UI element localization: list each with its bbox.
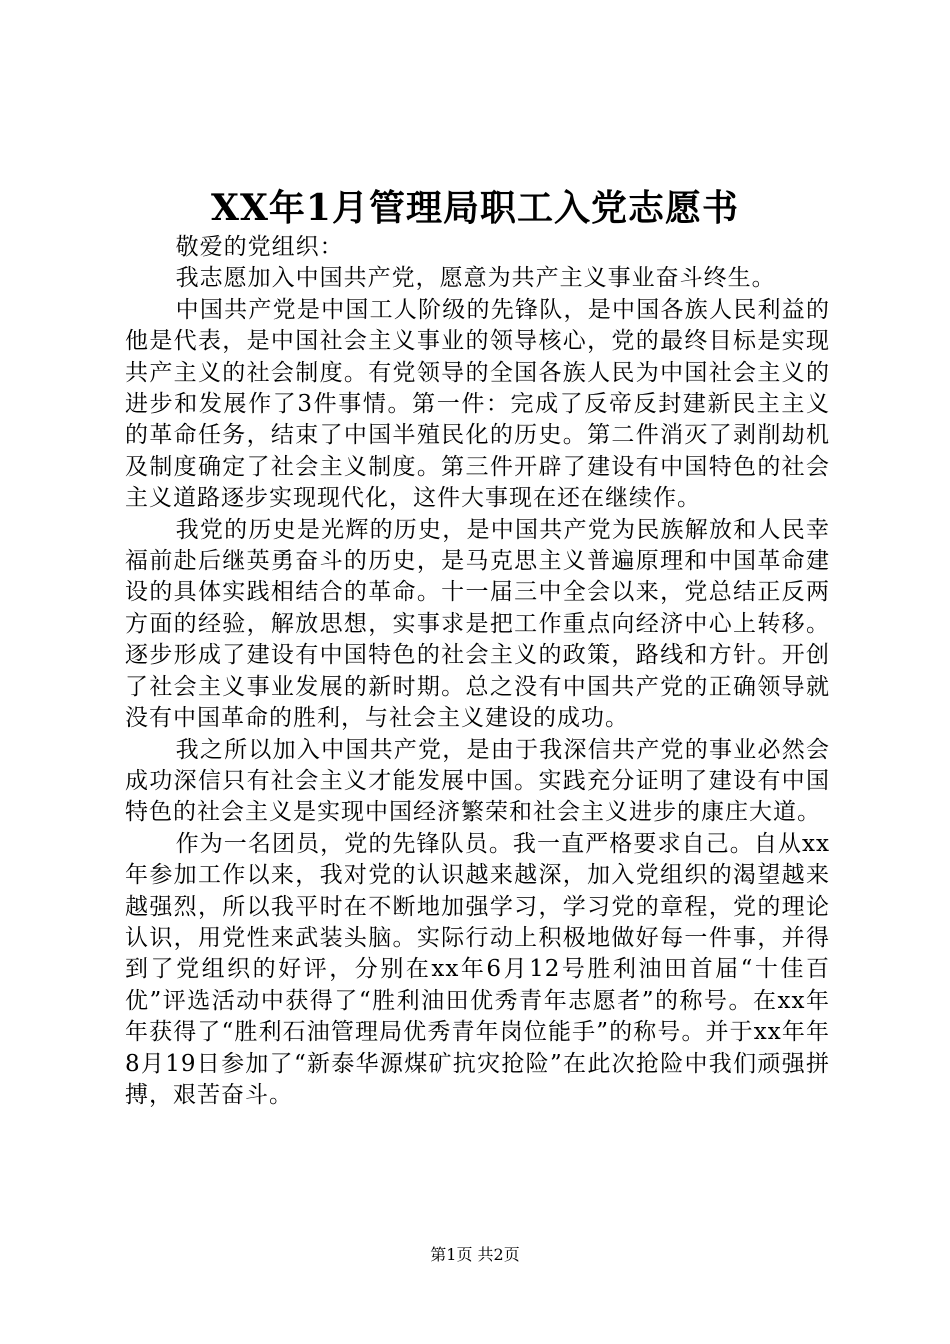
paragraph: 作为一名团员，党的先锋队员。我一直严格要求自己。自从xx年参加工作以来，我对党的认识越来越深，加入党组织的渴望越来越强烈，所以我平时在不断地加强学习，学习党的章程，党的理论认识，用党性来武装头脑。实际行动上积极地做好每一件事，并得到了党组织的好评，分别在xx年6月12号胜利油田首届“十佳百优”评选活动中获得了“胜利油田优秀青年志愿者”的称号。在xx年年获得了“胜利石油管理局优秀青年岗位能手”的称号。并于xx年年8月19日参加了“新泰华源煤矿抗灾抢险”在此次抢险中我们顽强拼搏，艰苦奋斗。: [125, 830, 830, 1108]
paragraph: 我党的历史是光辉的历史，是中国共产党为民族解放和人民幸福前赴后继英勇奋斗的历史，是马克思主义普遍原理和中国革命建设的具体实践相结合的革命。十一届三中全会以来，党总结正反两方面的经验，解放思想，实事求是把工作重点向经济中心上转移。逐步形成了建设有中国特色的社会主义的政策，路线和方针。开创了社会主义事业发展的新时期。总之没有中国共产党的正确领导就没有中国革命的胜利，与社会主义建设的成功。: [125, 516, 830, 732]
paragraph: 中国共产党是中国工人阶级的先锋队，是中国各族人民利益的他是代表，是中国社会主义事业的领导核心，党的最终目标是实现共产主义的社会制度。有党领导的全国各族人民为中国社会主义的进步和发展作了3件事情。第一件：完成了反帝反封建新民主主义的革命任务，结束了中国半殖民化的历史。第二件消灭了剥削劫机及制度确定了社会主义制度。第三件开辟了建设有中国特色的社会主义道路逐步实现现代化，这件大事现在还在继续作。: [125, 296, 830, 512]
page-number: 第1页 共2页: [430, 1245, 520, 1264]
document-body: [125, 232, 830, 1111]
paragraph: 我之所以加入中国共产党，是由于我深信共产党的事业必然会成功深信只有社会主义才能发展中国。实践充分证明了建设有中国特色的社会主义是实现中国经济繁荣和社会主义进步的康庄大道。: [125, 736, 830, 826]
salutation: 敬爱的党组织：: [175, 234, 344, 260]
paragraph: 我志愿加入中国共产党，愿意为共产主义事业奋斗终生。: [175, 265, 776, 292]
document-title: XX年1月管理局职工入党志愿书: [211, 187, 739, 229]
